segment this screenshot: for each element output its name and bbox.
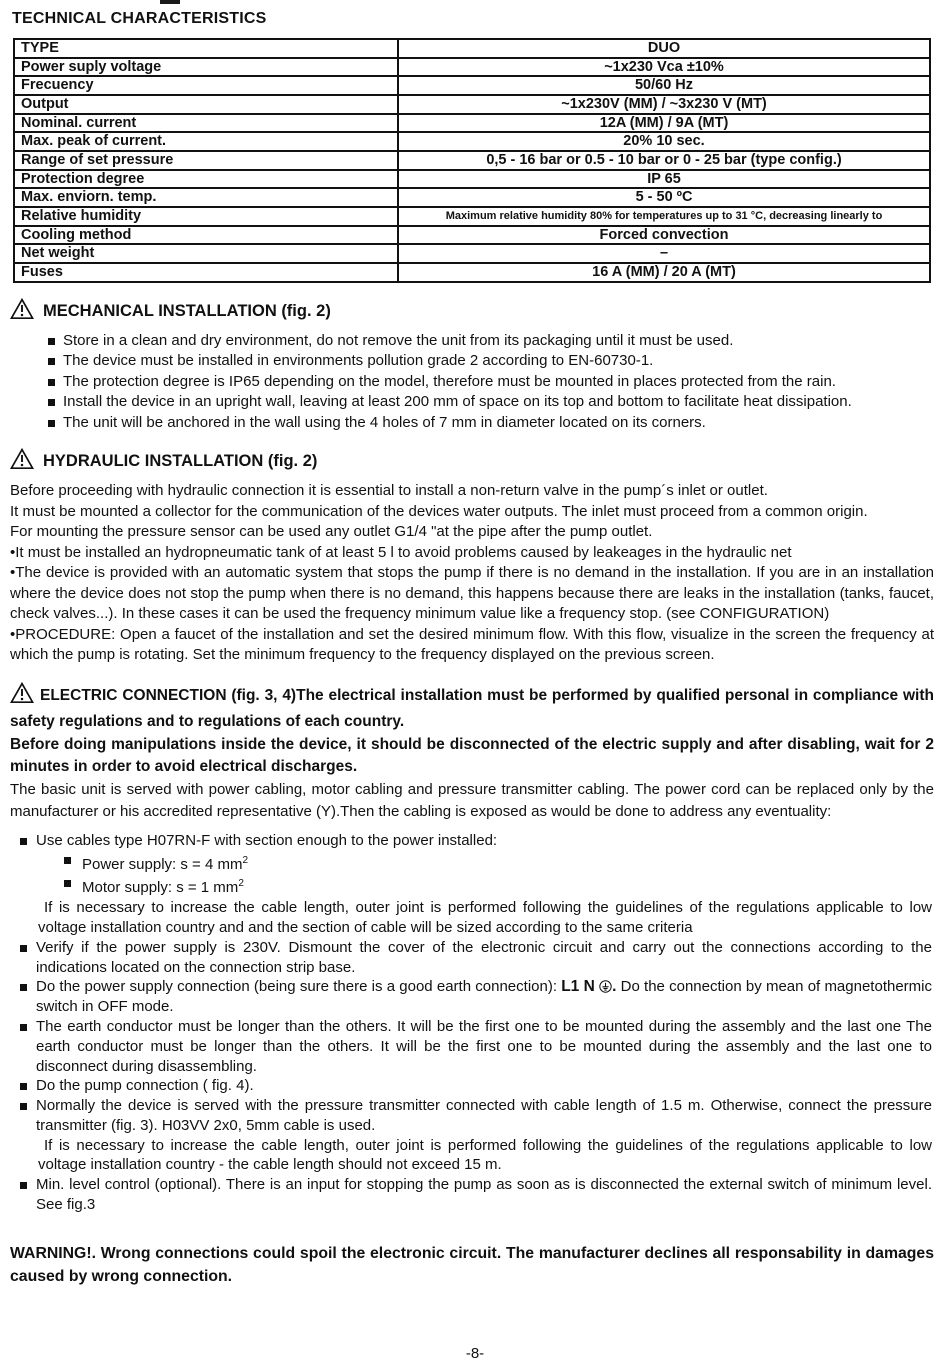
bullet-text: Install the device in an upright wall, leaving at least 200 mm of space on its top and bottom to facilitate heat dissipation. [63, 393, 852, 411]
row-value: 16 A (MM) / 20 A (MT) [398, 263, 930, 282]
list-item [48, 413, 932, 434]
table-row [14, 76, 930, 95]
paragraph: •It must be installed an hydropneumatic tank of at least 5 l to avoid problems caused by leakeages in the hydraulic net [10, 543, 792, 561]
table-row [14, 58, 930, 77]
bullet-text: Use cables type H07RN-F with section enough to the power installed: [36, 831, 498, 849]
row-label: Fuses [14, 263, 398, 282]
bold-period: . [612, 978, 617, 996]
table-row [14, 95, 930, 114]
warning-triangle-icon [10, 448, 34, 475]
square-bullet-icon [20, 945, 27, 952]
table-row [14, 114, 930, 133]
warning-triangle-icon [10, 298, 34, 325]
bullet-text: The protection degree is IP65 depending on the model, therefore must be mounted in places protected from the rain. [63, 372, 836, 390]
square-bullet-icon [48, 379, 55, 386]
row-label: Relative humidity [14, 207, 398, 226]
note-text: If is necessary to increase the cable length, outer joint is performed following the guidelines of the regulations applicable to low voltage installation country and and the section of cable will be sized according to the same criteria [38, 899, 932, 936]
row-value: 12A (MM) / 9A (MT) [398, 114, 930, 133]
table-row [14, 151, 930, 170]
square-bullet-icon [20, 1182, 27, 1189]
row-label: Net weight [14, 244, 398, 263]
electric-bullet-list [10, 831, 934, 1215]
list-item [20, 977, 932, 1017]
table-row [14, 170, 930, 189]
square-bullet-icon [48, 399, 55, 406]
bullet-text: The earth conductor must be longer than the others. It will be the first one to be mounted during the assembly and the last one The earth conductor must be longer than the others. It will be the first one to be mounted during the assembly and the last one to disconnect during disassembling. [36, 1017, 932, 1075]
list-item [48, 372, 932, 393]
list-item [20, 938, 932, 978]
row-value: Maximum relative humidity 80% for temperatures up to 31 °C, decreasing linearly to [398, 207, 930, 226]
note-text: If is necessary to increase the cable length, outer joint is performed following the guidelines of the regulations applicable to low voltage installation country - the cable length should not exceed 15 m. [38, 1136, 932, 1174]
list-item [48, 331, 932, 352]
table-row [14, 207, 930, 226]
section-title-continuation: The electrical installation must be performed by qualified personal in compliance with safety regulations and to regulations of each country. [10, 686, 934, 731]
bullet-text: The device must be installed in environments pollution grade 2 according to EN-60730-1. [63, 352, 654, 370]
col-header-duo: DUO [398, 39, 930, 58]
list-item-sub [64, 851, 932, 875]
row-value: – [398, 244, 930, 263]
list-item [48, 392, 932, 413]
superscript: 2 [242, 854, 249, 866]
row-label: Cooling method [14, 226, 398, 245]
row-value: ~1x230 Vca ±10% [398, 58, 930, 77]
square-bullet-icon [64, 880, 71, 887]
table-row [14, 188, 930, 207]
list-item [20, 1175, 932, 1215]
bullet-text: Verify if the power supply is 230V. Dismount the cover of the electronic circuit and carry out the connections according to the indications located on the connection strip base. [36, 938, 932, 976]
page-number: -8- [465, 1345, 485, 1362]
list-item [20, 831, 932, 851]
square-bullet-icon [48, 358, 55, 365]
bullet-text: Motor supply: s = 1 mm [82, 879, 239, 897]
square-bullet-icon [20, 1103, 27, 1110]
table-header-row [14, 39, 930, 58]
row-label: Frecuency [14, 76, 398, 95]
page-title: TECHNICAL CHARACTERISTICS [12, 10, 267, 27]
bullet-text: Normally the device is served with the pressure transmitter connected with cable length of 1.5 m. Otherwise, connect the pressure transmitter (fig. 3). H03VV 2x0, 5mm cable is used. [36, 1097, 932, 1134]
terminal-labels: L1 N [561, 978, 595, 996]
section-title: ELECTRIC CONNECTION (fig. 3, 4) [40, 686, 297, 704]
paragraph: For mounting the pressure sensor can be used any outlet G1/4 "at the pipe after the pump outlet. [10, 523, 653, 541]
section-header-hydraulic [10, 448, 934, 475]
superscript: 2 [238, 878, 244, 890]
paragraph: •PROCEDURE: Open a faucet of the installation and set the desired minimum flow. With this flow, visualize in the screen the frequency at which the pump is rotating. Set the minimum frequency to the frequency displayed on the previous screen. [10, 625, 934, 664]
list-note [38, 898, 932, 938]
section-title: MECHANICAL INSTALLATION (fig. 2) [43, 301, 331, 320]
row-label: Max. peak of current. [14, 132, 398, 151]
row-value: 5 - 50 ºC [398, 188, 930, 207]
col-header-type: TYPE [14, 39, 398, 58]
bullet-text: Do the pump connection ( fig. 4). [36, 1077, 254, 1095]
square-bullet-icon [20, 984, 27, 991]
earth-ground-icon [599, 978, 612, 995]
bullet-text: Power supply: s = 4 mm [82, 855, 243, 873]
paragraph: Before proceeding with hydraulic connection it is essential to install a non-return valve in the pump´s inlet or outlet. [10, 482, 768, 500]
row-label: Output [14, 95, 398, 114]
hydraulic-body [10, 481, 934, 666]
square-bullet-icon [48, 338, 55, 345]
row-label: Nominal. current [14, 114, 398, 133]
section-title: HYDRAULIC INSTALLATION (fig. 2) [43, 452, 318, 471]
paragraph: It must be mounted a collector for the communication of the devices water outputs. The inlet must proceed from a common origin. [10, 502, 868, 520]
list-note [38, 1136, 932, 1176]
row-value: 0,5 - 16 bar or 0.5 - 10 bar or 0 - 25 bar (type config.) [398, 151, 930, 170]
bullet-text: Do the connection by mean of magnetothermic switch in OFF mode. [36, 978, 932, 1016]
table-row [14, 132, 930, 151]
row-label: Range of set pressure [14, 151, 398, 170]
row-label: Protection degree [14, 170, 398, 189]
square-bullet-icon [20, 1024, 27, 1031]
electric-bold-note: Before doing manipulations inside the device, it should be disconnected of the electric supply and after disabling, wait for 2 minutes in order to avoid electrical discharges. [10, 735, 934, 776]
warning-triangle-icon [10, 691, 34, 708]
spec-table [13, 38, 931, 283]
scan-artifact [160, 0, 180, 4]
bullet-text: Do the power supply connection (being sure there is a good earth connection): [36, 978, 562, 996]
paragraph: •The device is provided with an automatic system that stops the pump if there is no demand in the installation. If you are in an installation where the device does not stop the pump when there is no demand, this happens because there are leaks in the installation (tanks, faucet, check valves...). In these cases it can be used the frequency minimum value like a frequency stop. (see CONFIGURATION) [10, 564, 934, 623]
table-row [14, 263, 930, 282]
list-item [20, 1096, 932, 1136]
bullet-text: Store in a clean and dry environment, do not remove the unit from its packaging until it must be used. [63, 331, 734, 349]
row-value: ~1x230V (MM) / ~3x230 V (MT) [398, 95, 930, 114]
row-value: 50/60 Hz [398, 76, 930, 95]
row-value: Forced convection [398, 226, 930, 245]
square-bullet-icon [64, 857, 71, 864]
electric-intro: The basic unit is served with power cabling, motor cabling and pressure transmitter cabling. The power cord can be replaced only by the manufacturer or his accredited representative (Y).Then the cabling is exposed as would be done to address any eventuality: [10, 780, 934, 820]
list-item [20, 1017, 932, 1076]
list-item [20, 1076, 932, 1096]
row-label: Max. enviorn. temp. [14, 188, 398, 207]
row-label: Power suply voltage [14, 58, 398, 77]
square-bullet-icon [20, 838, 27, 845]
square-bullet-icon [48, 420, 55, 427]
list-item-sub [64, 874, 932, 898]
section-header-electric [10, 682, 934, 734]
table-row [14, 244, 930, 263]
list-item [48, 351, 932, 372]
bullet-text: The unit will be anchored in the wall using the 4 holes of 7 mm in diameter located on its corners. [63, 413, 706, 431]
bullet-text: Min. level control (optional). There is an input for stopping the pump as soon as is disconnected the external switch of minimum level. See fig.3 [36, 1176, 932, 1214]
table-row [14, 226, 930, 245]
row-value: 20% 10 sec. [398, 132, 930, 151]
section-header-mechanical [10, 298, 934, 325]
mechanical-bullet-list [10, 331, 934, 434]
row-value: IP 65 [398, 170, 930, 189]
square-bullet-icon [20, 1083, 27, 1090]
warning-statement: WARNING!. Wrong connections could spoil the electronic circuit. The manufacturer declines all responsability in damages caused by wrong connection. [10, 1244, 934, 1285]
